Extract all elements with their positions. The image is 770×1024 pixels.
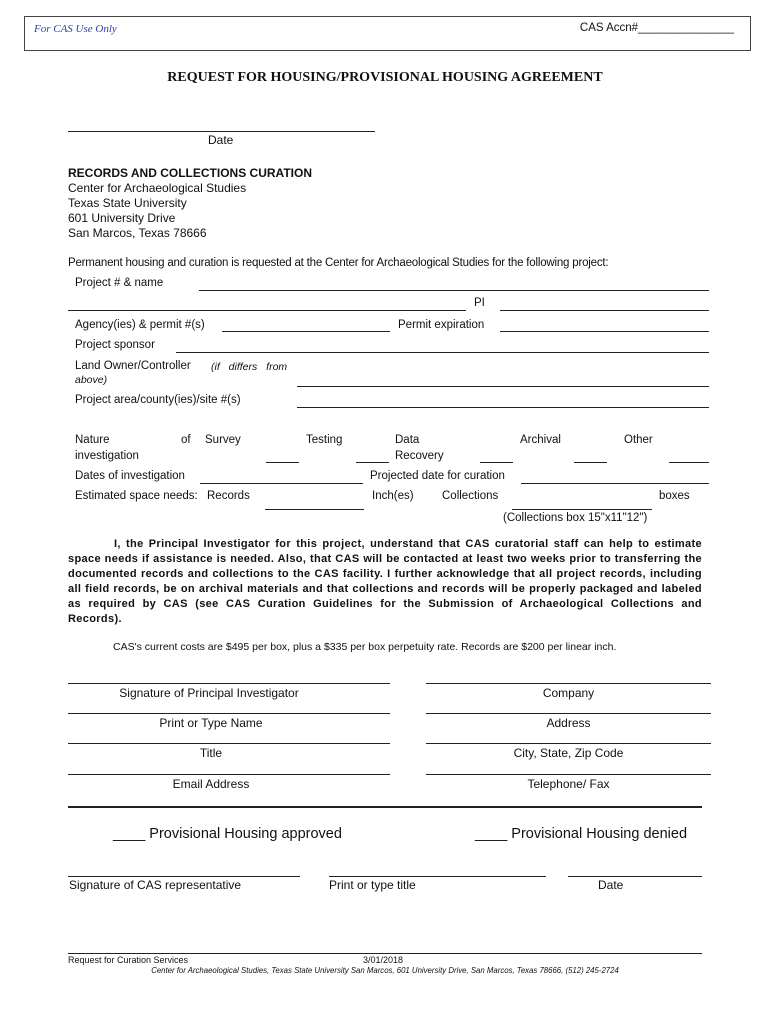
box-size-note: (Collections box 15"x11"12"): [503, 512, 648, 524]
land-owner-label: Land Owner/Controller: [75, 360, 191, 372]
footer-address: Center for Archaeological Studies, Texas State University San Marcos, 601 University Drive, San Marcos, Texas 78666, (512) 245-2724: [151, 966, 619, 975]
inches-label: Inch(es): [372, 490, 414, 502]
agency-label: Agency(ies) & permit #(s): [75, 319, 205, 331]
testing-label: Testing: [306, 434, 343, 446]
other-label: Other: [624, 434, 653, 446]
data-recovery-checkbox-line[interactable]: [480, 462, 513, 463]
title-line[interactable]: [68, 743, 390, 744]
pi-statement-text: I, the Principal Investigator for this project, understand that CAS curatorial staff can help to estimate space needs if assistance is needed. Also, that CAS will be contacted at least two weeks prior to transferring the documented records and collections to the CAS facility. I further acknowledge that all project records, including all field records, be on archival materials and that collections and records will be properly packaged and labeled as required by CAS (see CAS Curation Guidelines for the Submission of Archaeological Collections and Records).: [68, 538, 702, 625]
collections-label: Collections: [442, 490, 499, 502]
cas-signature-line[interactable]: [68, 876, 300, 877]
cas-accn-field[interactable]: CAS Accn#_______________: [579, 22, 734, 34]
date-line[interactable]: [68, 131, 375, 132]
company-line[interactable]: [426, 683, 711, 684]
address-field-label: Address: [546, 716, 591, 730]
other-checkbox-line[interactable]: [669, 462, 709, 463]
pi-statement: [68, 537, 702, 627]
sponsor-field[interactable]: [176, 352, 709, 353]
cas-date-line[interactable]: [568, 876, 702, 877]
pi-signature-line[interactable]: [68, 683, 390, 684]
survey-label: Survey: [205, 434, 241, 446]
land-owner-note-2: above): [75, 374, 108, 386]
print-name-line[interactable]: [68, 713, 390, 714]
cas-use-only-label: For CAS Use Only: [34, 23, 117, 35]
survey-checkbox-line[interactable]: [266, 462, 299, 463]
project-area-field[interactable]: [297, 407, 709, 408]
city-state-zip-line[interactable]: [426, 743, 711, 744]
title-label: Title: [199, 746, 223, 760]
cas-signature-label: Signature of CAS representative: [69, 878, 242, 892]
page-title: REQUEST FOR HOUSING/PROVISIONAL HOUSING AGREEMENT: [167, 70, 603, 85]
land-owner-note: (if differs from: [211, 361, 288, 373]
email-label: Email Address: [172, 777, 250, 791]
footer-divider: [68, 953, 702, 954]
records-field[interactable]: [265, 509, 364, 510]
cas-print-title-line[interactable]: [329, 876, 546, 877]
projected-date-label: Projected date for curation: [370, 470, 505, 482]
nature-label: Nature: [75, 434, 110, 446]
projected-date-field[interactable]: [521, 483, 709, 484]
telephone-fax-line[interactable]: [426, 774, 711, 775]
permit-expiration-label: Permit expiration: [398, 319, 485, 331]
project-area-label: Project area/county(ies)/site #(s): [75, 394, 241, 406]
project-field-line-2[interactable]: [68, 310, 466, 311]
archival-label: Archival: [520, 434, 561, 446]
dates-label: Dates of investigation: [75, 470, 185, 482]
costs-text: CAS's current costs are $495 per box, plus a $335 per box perpetuity rate. Records are $200 per linear inch.: [113, 641, 617, 653]
agency-field[interactable]: [222, 331, 390, 332]
permit-expiration-field[interactable]: [500, 331, 709, 332]
space-needs-label: Estimated space needs:: [75, 490, 198, 502]
address-line-3: 601 University Drive: [68, 211, 176, 225]
data-recovery-label-2: Recovery: [395, 450, 444, 462]
address-line-1: Center for Archaeological Studies: [68, 181, 247, 195]
cas-print-title-label: Print or type title: [329, 878, 416, 892]
cas-use-box: [24, 16, 751, 51]
nature-of-label: of: [181, 434, 191, 446]
data-recovery-label: Data: [395, 434, 420, 446]
pi-signature-label: Signature of Principal Investigator: [119, 686, 299, 700]
provisional-approved[interactable]: ____ Provisional Housing approved: [113, 826, 342, 842]
archival-checkbox-line[interactable]: [574, 462, 607, 463]
footer-date: 3/01/2018: [363, 955, 404, 965]
footer-form-name: Request for Curation Services: [68, 955, 189, 965]
section-divider: [68, 806, 702, 808]
pi-field[interactable]: [500, 310, 709, 311]
records-label: Records: [207, 490, 250, 502]
print-name-label: Print or Type Name: [159, 716, 263, 730]
dates-field[interactable]: [200, 483, 363, 484]
pi-label: PI: [474, 297, 485, 309]
email-line[interactable]: [68, 774, 390, 775]
boxes-label: boxes: [659, 490, 690, 502]
city-state-zip-label: City, State, Zip Code: [513, 746, 624, 760]
address-field-line[interactable]: [426, 713, 711, 714]
address-heading: RECORDS AND COLLECTIONS CURATION: [68, 166, 312, 180]
cas-date-label: Date: [598, 878, 624, 892]
sponsor-label: Project sponsor: [75, 339, 155, 351]
intro-text: Permanent housing and curation is requested at the Center for Archaeological Studies for the following project:: [68, 257, 609, 269]
land-owner-field[interactable]: [297, 386, 709, 387]
date-label: Date: [208, 133, 234, 147]
provisional-denied[interactable]: ____ Provisional Housing denied: [475, 826, 688, 842]
project-label: Project # & name: [75, 277, 164, 289]
investigation-label: investigation: [75, 450, 139, 462]
address-line-4: San Marcos, Texas 78666: [68, 226, 207, 240]
collections-field[interactable]: [512, 509, 652, 510]
company-label: Company: [542, 686, 595, 700]
project-field[interactable]: [199, 290, 709, 291]
telephone-fax-label: Telephone/ Fax: [527, 777, 610, 791]
address-line-2: Texas State University: [68, 196, 187, 210]
testing-checkbox-line[interactable]: [356, 462, 389, 463]
